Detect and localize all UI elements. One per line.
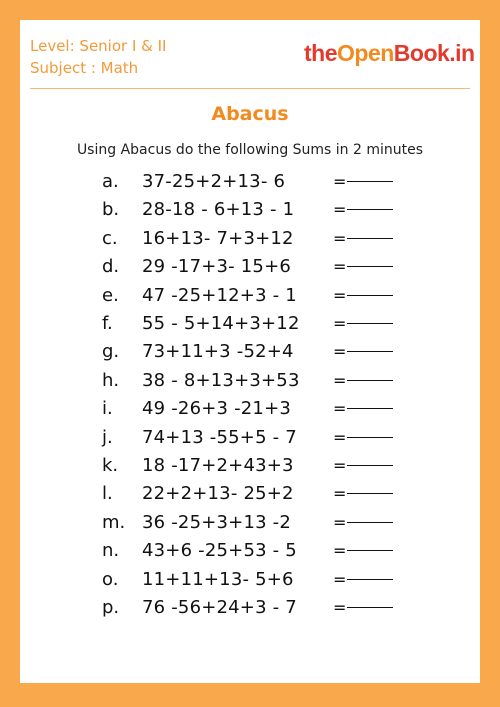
answer-blank[interactable]: [347, 579, 393, 580]
level-label: Level: Senior I & II: [30, 37, 167, 55]
answer-blank[interactable]: [347, 522, 393, 523]
answer-blank[interactable]: [347, 408, 393, 409]
problem-expression: 18 -17+2+43+3: [142, 455, 294, 476]
problem-label: e.: [102, 284, 119, 306]
problem-row: [20, 510, 480, 536]
problem-label: i.: [102, 398, 113, 420]
answer-blank[interactable]: [347, 266, 393, 267]
answer-blank[interactable]: [347, 550, 393, 551]
equals-sign: =: [333, 569, 347, 589]
problem-label: c.: [102, 227, 118, 249]
subject-label: Subject : Math: [30, 59, 139, 77]
problem-label: o.: [102, 568, 119, 590]
problem-row: [20, 197, 480, 223]
problem-expression: 36 -25+3+13 -2: [142, 511, 292, 533]
answer-blank[interactable]: [347, 209, 393, 210]
problem-expression: 37-25+2+13- 6: [142, 171, 286, 192]
problem-expression: 29 -17+3- 15+6: [142, 256, 292, 278]
problem-label: k.: [102, 455, 119, 476]
problem-expression: 28-18 - 6+13 - 1: [142, 199, 295, 221]
equals-sign: =: [333, 342, 347, 362]
problem-row: [20, 453, 480, 479]
equals-sign: =: [333, 484, 347, 504]
brand-part-book: Book.in: [393, 40, 475, 66]
answer-blank[interactable]: [347, 380, 393, 381]
answer-blank[interactable]: [347, 351, 393, 352]
problem-row: [20, 254, 480, 280]
equals-sign: =: [333, 285, 347, 305]
problem-expression: 74+13 -55+5 - 7: [142, 426, 297, 448]
equals-sign: =: [333, 370, 347, 390]
problem-label: j.: [102, 426, 113, 448]
problem-label: f.: [102, 313, 113, 334]
problem-expression: 16+13- 7+3+12: [142, 227, 294, 249]
problem-expression: 73+11+3 -52+4: [142, 341, 294, 363]
equals-sign: =: [333, 228, 347, 248]
problem-label: p.: [102, 597, 120, 618]
problem-label: g.: [102, 341, 120, 363]
problem-expression: 22+2+13- 25+2: [142, 483, 294, 505]
header-divider: [30, 88, 470, 89]
problem-row: [20, 538, 480, 564]
problem-row: [20, 226, 480, 252]
problem-row: [20, 425, 480, 451]
problem-row: [20, 396, 480, 422]
answer-blank[interactable]: [347, 437, 393, 438]
equals-sign: =: [333, 541, 347, 561]
problem-label: b.: [102, 199, 120, 221]
problem-row: [20, 567, 480, 593]
equals-sign: =: [333, 172, 347, 191]
problem-label: m.: [102, 511, 126, 533]
equals-sign: =: [333, 314, 347, 333]
instruction-text: Using Abacus do the following Sums in 2 minutes: [76, 142, 424, 158]
problem-expression: 47 -25+12+3 - 1: [142, 284, 297, 306]
copyright-footer: Copyright © theopenbook.in. All rights reserved: [321, 670, 466, 677]
problem-expression: 43+6 -25+53 - 5: [142, 540, 297, 562]
problem-expression: 49 -26+3 -21+3: [142, 398, 292, 420]
problem-row: [20, 311, 480, 337]
answer-blank[interactable]: [347, 493, 393, 494]
answer-blank[interactable]: [347, 607, 393, 608]
answer-blank[interactable]: [347, 465, 393, 466]
brand-part-open: Open: [337, 40, 394, 66]
problem-label: h.: [102, 369, 120, 391]
problem-row: [20, 169, 480, 195]
answer-blank[interactable]: [347, 238, 393, 239]
equals-sign: =: [333, 598, 347, 617]
problem-row: [20, 595, 480, 621]
equals-sign: =: [333, 399, 347, 419]
answer-blank[interactable]: [347, 323, 393, 324]
equals-sign: =: [333, 257, 347, 277]
equals-sign: =: [333, 200, 347, 220]
answer-blank[interactable]: [347, 295, 393, 296]
problem-row: [20, 481, 480, 507]
problem-expression: 38 - 8+13+3+53: [142, 369, 300, 391]
problem-row: [20, 339, 480, 365]
page-title: Abacus: [211, 103, 289, 125]
problem-expression: 11+11+13- 5+6: [142, 568, 294, 590]
problem-label: d.: [102, 256, 120, 278]
problem-expression: 55 - 5+14+3+12: [142, 313, 300, 334]
problem-label: l.: [102, 483, 113, 505]
equals-sign: =: [333, 512, 347, 532]
problem-label: a.: [102, 171, 119, 192]
problem-row: [20, 283, 480, 309]
problem-label: n.: [102, 540, 120, 562]
brand-logo[interactable]: [304, 38, 475, 68]
problem-expression: 76 -56+24+3 - 7: [142, 597, 297, 618]
equals-sign: =: [333, 456, 347, 475]
equals-sign: =: [333, 427, 347, 447]
answer-blank[interactable]: [347, 181, 393, 182]
problem-row: [20, 368, 480, 394]
brand-part-the: the: [304, 40, 337, 66]
